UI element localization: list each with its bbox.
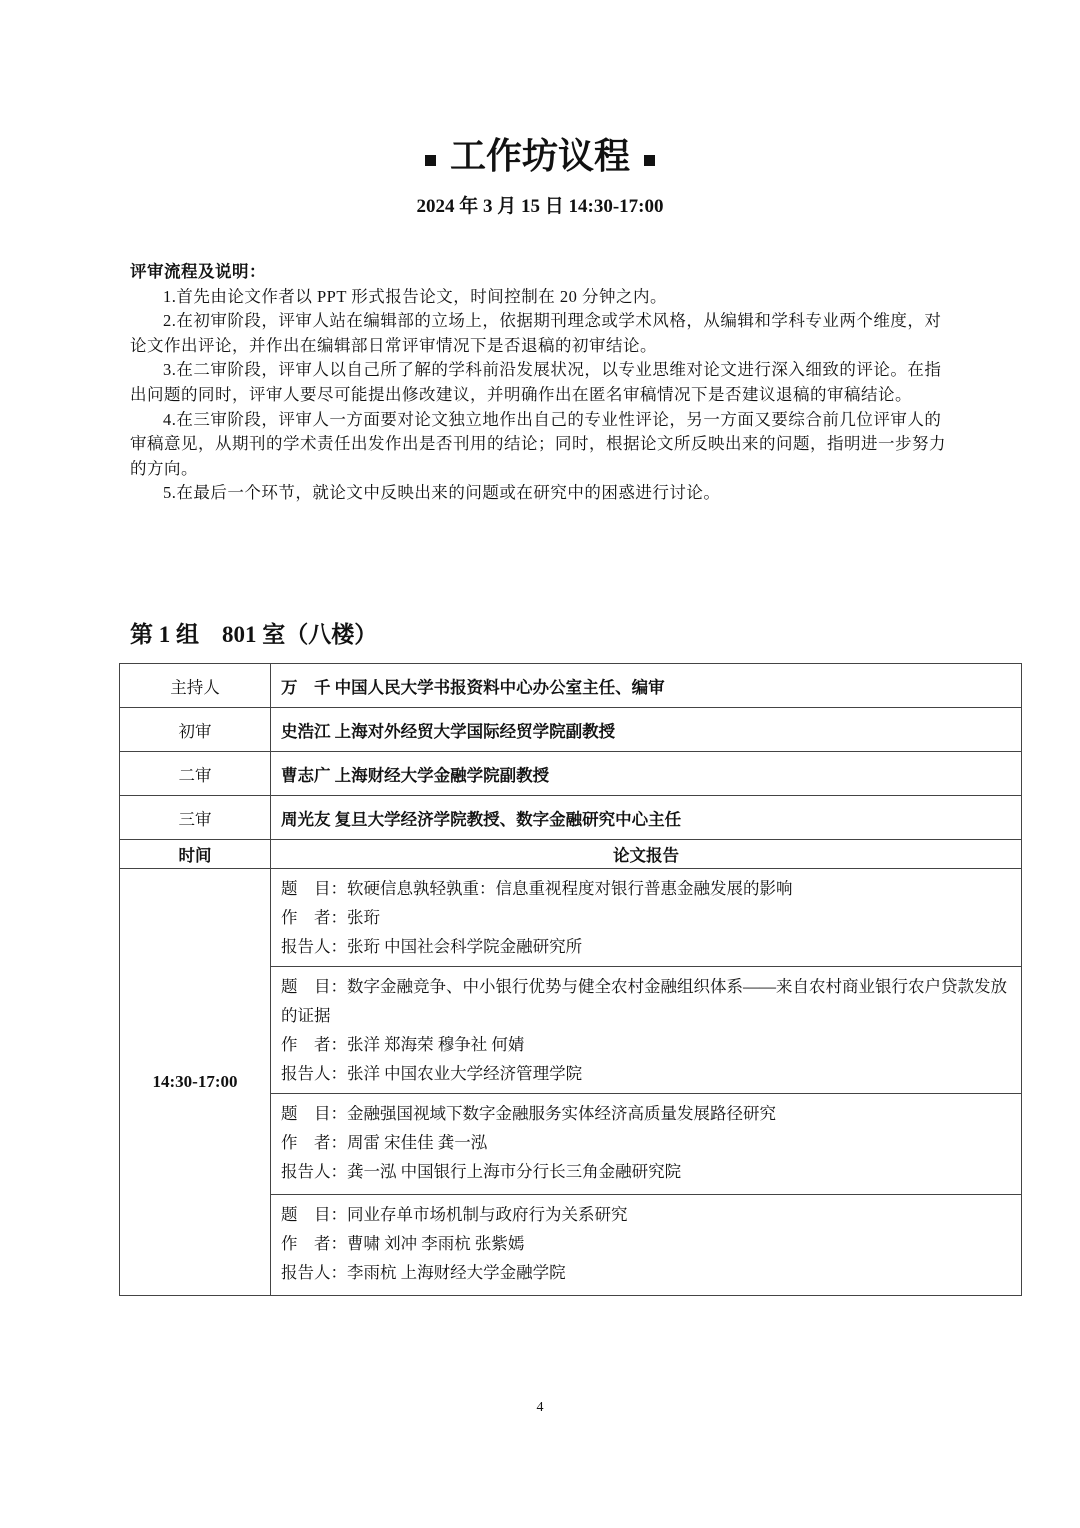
role-label: 三审 bbox=[120, 796, 271, 840]
paper-presenter: 报告人：张珩 中国社会科学院金融研究所 bbox=[281, 937, 583, 956]
note-item: 4.在三审阶段，评审人一方面要对论文独立地作出自己的专业性评论，另一方面又要综合前几位评审人的审稿意见，从期刊的学术责任出发作出是否刊用的结论；同时，根据论文所反映出来的问题，指明进一步努力的方向。 bbox=[130, 409, 946, 478]
table-row bbox=[120, 796, 1022, 840]
paper-presenter: 报告人：张洋 中国农业大学经济管理学院 bbox=[281, 1064, 583, 1083]
table-row bbox=[120, 664, 1022, 708]
table-row bbox=[120, 752, 1022, 796]
square-bullet-icon bbox=[644, 155, 655, 166]
notes-heading: 评审流程及说明： bbox=[130, 262, 266, 281]
note-item: 1.首先由论文作者以 PPT 形式报告论文，时间控制在 20 分钟之内。 bbox=[163, 286, 668, 306]
page-number: 4 bbox=[536, 1400, 544, 1415]
role-value: 周光友 复旦大学经济学院教授、数字金融研究中心主任 bbox=[271, 796, 1022, 840]
page-title bbox=[0, 133, 1080, 181]
paper-title: 题 目：软硬信息孰轻孰重：信息重视程度对银行普惠金融发展的影响 bbox=[281, 879, 793, 898]
role-label: 主持人 bbox=[120, 664, 271, 708]
role-value: 史浩江 上海对外经贸大学国际经贸学院副教授 bbox=[271, 708, 1022, 752]
paper-presenter: 报告人：李雨杭 上海财经大学金融学院 bbox=[281, 1263, 566, 1282]
paper-entry bbox=[271, 1094, 1022, 1195]
table-row bbox=[120, 708, 1022, 752]
note-item: 2.在初审阶段，评审人站在编辑部的立场上，依据期刊理念或学术风格，从编辑和学科专业两个维度，对论文作出评论，并作出在编辑部日常评审情况下是否退稿的初审结论。 bbox=[130, 311, 942, 355]
review-notes bbox=[130, 260, 952, 506]
note-item: 5.在最后一个环节，就论文中反映出来的问题或在研究中的困惑进行讨论。 bbox=[163, 483, 721, 503]
role-value: 万 千 中国人民大学书报资料中心办公室主任、编审 bbox=[271, 664, 1022, 708]
paper-title: 题 目：金融强国视域下数字金融服务实体经济高质量发展路径研究 bbox=[281, 1104, 776, 1123]
paper-authors: 作 者：张洋 郑海荣 穆争社 何婧 bbox=[281, 1035, 525, 1054]
col-report-header: 论文报告 bbox=[271, 840, 1022, 869]
paper-title: 题 目：数字金融竞争、中小银行优势与健全农村金融组织体系——来自农村商业银行农户贷款发放的证据 bbox=[281, 977, 1007, 1025]
note-item: 3.在二审阶段，评审人以自己所了解的学科前沿发展状况，以专业思维对论文进行深入细致的评论。在指出问题的同时，评审人要尽可能提出修改建议，并明确作出在匿名审稿情况下是否建议退稿的审稿结论。 bbox=[130, 360, 942, 404]
session-time: 14:30-17:00 bbox=[120, 869, 271, 1296]
col-time-header: 时间 bbox=[120, 840, 271, 869]
paper-entry bbox=[271, 967, 1022, 1094]
event-date: 2024 年 3 月 15 日 14:30-17:00 bbox=[416, 196, 664, 217]
role-label: 初审 bbox=[120, 708, 271, 752]
table-header-row bbox=[120, 840, 1022, 869]
role-value: 曹志广 上海财经大学金融学院副教授 bbox=[271, 752, 1022, 796]
title-text: 工作坊议程 bbox=[449, 136, 630, 177]
paper-authors: 作 者：曹啸 刘冲 李雨杭 张紫嫣 bbox=[281, 1234, 525, 1253]
paper-authors: 作 者：张珩 bbox=[281, 908, 380, 927]
paper-title: 题 目：同业存单市场机制与政府行为关系研究 bbox=[281, 1205, 628, 1224]
square-bullet-icon bbox=[425, 155, 436, 166]
paper-presenter: 报告人：龚一泓 中国银行上海市分行长三角金融研究院 bbox=[281, 1162, 682, 1181]
paper-authors: 作 者：周雷 宋佳佳 龚一泓 bbox=[281, 1133, 488, 1152]
group-title: 第 1 组 801 室（八楼） bbox=[130, 622, 378, 647]
paper-entry bbox=[271, 1195, 1022, 1296]
paper-entry bbox=[271, 869, 1022, 967]
role-label: 二审 bbox=[120, 752, 271, 796]
table-row bbox=[120, 869, 1022, 967]
agenda-table bbox=[119, 663, 1022, 1296]
